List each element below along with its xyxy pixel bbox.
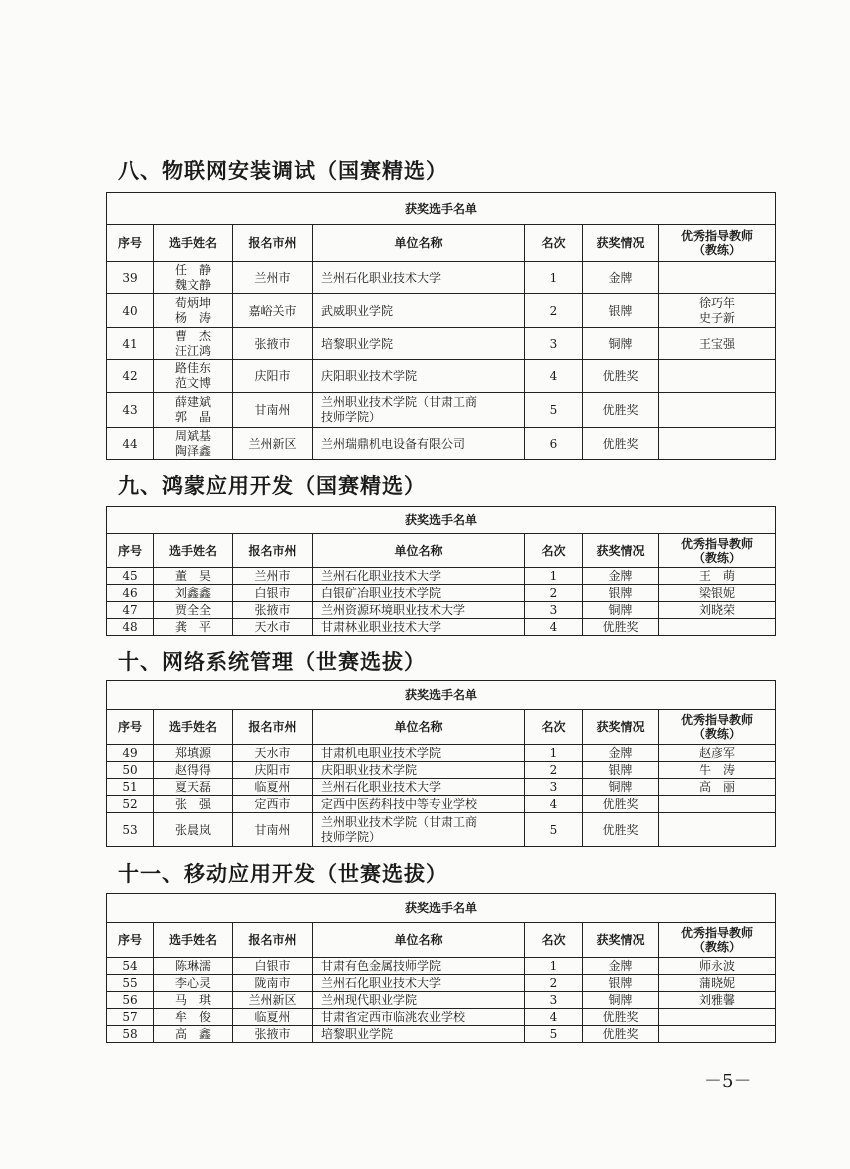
cell-award: 优胜奖: [583, 796, 659, 813]
header-name: 选手姓名: [154, 534, 233, 568]
header-seq: 序号: [107, 534, 154, 568]
cell-name: [154, 745, 233, 762]
cell-seq: 49: [107, 745, 154, 762]
cell-teacher: [659, 619, 776, 636]
cell-name: [154, 393, 233, 428]
cell-unit: [313, 568, 525, 585]
cell-teacher: [659, 602, 776, 619]
cell-name: [154, 958, 233, 975]
table-row: [107, 262, 776, 294]
header-teacher: [659, 225, 776, 262]
text-line: 甘肃机电职业技术学院: [321, 746, 442, 760]
cell-unit: [313, 1009, 525, 1026]
header-teacher: [659, 710, 776, 745]
text-line: 龚 平: [174, 620, 211, 634]
text-line: 兰州职业技术学院（甘肃工商: [321, 814, 478, 829]
header-teacher: [659, 534, 776, 568]
section-title: 十、网络系统管理（世赛选拔）: [118, 650, 426, 674]
section-title: 九、鸿蒙应用开发（国赛精选）: [118, 474, 426, 498]
table-caption: 获奖选手名单: [107, 193, 776, 225]
table-row: [107, 568, 776, 585]
header-award: 获奖情况: [583, 534, 659, 568]
text-line: 汪江鸿: [174, 343, 211, 358]
cell-rank: 1: [525, 568, 583, 585]
cell-seq: 54: [107, 958, 154, 975]
table-row: [107, 294, 776, 328]
table-row: [107, 813, 776, 847]
cell-unit: [313, 762, 525, 779]
table-row: [107, 1026, 776, 1043]
header-unit: 单位名称: [313, 225, 525, 262]
text-line: 兰州石化职业技术大学: [321, 976, 442, 990]
cell-city: 白银市: [233, 585, 313, 602]
header-teacher-line2: （教练）: [693, 550, 742, 565]
text-line: 陈琳濡: [174, 959, 211, 973]
cell-city: 甘南州: [233, 393, 313, 428]
cell-unit: [313, 428, 525, 460]
cell-teacher: [659, 745, 776, 762]
cell-name: [154, 796, 233, 813]
award-table: [106, 680, 776, 847]
header-rank: 名次: [525, 534, 583, 568]
cell-rank: 3: [525, 779, 583, 796]
cell-name: [154, 262, 233, 294]
cell-teacher: [659, 262, 776, 294]
header-rank: 名次: [525, 225, 583, 262]
cell-teacher: [659, 294, 776, 328]
cell-name: [154, 585, 233, 602]
table-row: [107, 779, 776, 796]
caption-row: [107, 507, 776, 534]
text-line: 杨 涛: [174, 310, 211, 325]
cell-teacher: [659, 568, 776, 585]
cell-name: [154, 294, 233, 328]
text-line: 兰州职业技术学院（甘肃工商: [321, 395, 478, 409]
text-line: 牟 俊: [174, 1010, 211, 1024]
cell-teacher: [659, 360, 776, 393]
cell-teacher: [659, 585, 776, 602]
text-line: 任 静: [174, 262, 211, 277]
cell-rank: 4: [525, 360, 583, 393]
cell-award: 优胜奖: [583, 813, 659, 847]
cell-seq: 58: [107, 1026, 154, 1043]
cell-teacher: [659, 779, 776, 796]
cell-award: 金牌: [583, 745, 659, 762]
cell-teacher: [659, 1026, 776, 1043]
header-seq: 序号: [107, 225, 154, 262]
table-caption: 获奖选手名单: [107, 894, 776, 923]
text-line: 定西中医药科技中等专业学校: [321, 797, 478, 811]
cell-city: 兰州市: [233, 568, 313, 585]
cell-name: [154, 360, 233, 393]
text-line: 庆阳职业技术学院: [321, 369, 418, 383]
table-row: [107, 992, 776, 1009]
header-teacher-line1: 优秀指导教师: [681, 229, 754, 243]
table-row: [107, 975, 776, 992]
cell-rank: 3: [525, 992, 583, 1009]
text-line: 刘鑫鑫: [174, 586, 211, 600]
cell-seq: 55: [107, 975, 154, 992]
cell-name: [154, 428, 233, 460]
cell-name: [154, 1026, 233, 1043]
cell-award: 银牌: [583, 762, 659, 779]
text-line: 师永波: [699, 959, 736, 973]
cell-city: 庆阳市: [233, 762, 313, 779]
text-line: 兰州资源环境职业技术大学: [321, 603, 466, 617]
cell-rank: 5: [525, 813, 583, 847]
caption-row: [107, 193, 776, 225]
text-line: 兰州现代职业学院: [321, 993, 418, 1007]
text-line: 兰州石化职业技术大学: [321, 270, 442, 285]
cell-name: [154, 602, 233, 619]
text-line: 刘雅馨: [699, 993, 736, 1007]
cell-unit: [313, 393, 525, 428]
text-line: 张晨岚: [174, 822, 211, 837]
cell-seq: 42: [107, 360, 154, 393]
cell-unit: [313, 958, 525, 975]
cell-name: [154, 992, 233, 1009]
text-line: 兰州石化职业技术大学: [321, 780, 442, 794]
table-row: [107, 428, 776, 460]
cell-unit: [313, 813, 525, 847]
cell-city: 张掖市: [233, 602, 313, 619]
cell-name: [154, 619, 233, 636]
cell-rank: 4: [525, 1009, 583, 1026]
cell-teacher: [659, 975, 776, 992]
table-row: [107, 745, 776, 762]
caption-row: [107, 894, 776, 923]
text-line: 赵得得: [174, 763, 211, 777]
text-line: 刘晓荣: [699, 603, 736, 617]
section-title: 八、物联网安装调试（国赛精选）: [118, 159, 448, 183]
cell-award: 优胜奖: [583, 619, 659, 636]
header-seq: 序号: [107, 923, 154, 958]
cell-teacher: [659, 992, 776, 1009]
cell-rank: 5: [525, 1026, 583, 1043]
text-line: 陶泽鑫: [174, 443, 211, 458]
cell-unit: [313, 992, 525, 1009]
cell-seq: 48: [107, 619, 154, 636]
cell-city: 兰州新区: [233, 992, 313, 1009]
cell-seq: 46: [107, 585, 154, 602]
cell-teacher: [659, 762, 776, 779]
cell-seq: 56: [107, 992, 154, 1009]
cell-city: 兰州新区: [233, 428, 313, 460]
award-table: [106, 893, 776, 1043]
text-line: 梁银妮: [699, 586, 736, 600]
text-line: 庆阳职业技术学院: [321, 763, 418, 777]
cell-name: [154, 813, 233, 847]
text-line: 赵彦军: [699, 746, 736, 760]
cell-city: 临夏州: [233, 779, 313, 796]
text-line: 路佳东: [174, 361, 211, 375]
cell-rank: 2: [525, 294, 583, 328]
text-line: 夏天磊: [174, 780, 211, 794]
text-line: 范文博: [174, 376, 211, 390]
award-table: [106, 506, 776, 636]
header-award: 获奖情况: [583, 923, 659, 958]
cell-teacher: [659, 393, 776, 428]
cell-city: 张掖市: [233, 1026, 313, 1043]
text-line: 甘肃林业职业技术大学: [321, 620, 442, 634]
cell-unit: [313, 294, 525, 328]
cell-unit: [313, 779, 525, 796]
table-row: [107, 796, 776, 813]
header-teacher-line1: 优秀指导教师: [681, 713, 754, 727]
cell-city: 临夏州: [233, 1009, 313, 1026]
cell-award: 金牌: [583, 262, 659, 294]
cell-rank: 3: [525, 602, 583, 619]
text-line: 史子新: [699, 310, 736, 325]
table-row: [107, 762, 776, 779]
table-caption: 获奖选手名单: [107, 507, 776, 534]
cell-name: [154, 779, 233, 796]
header-name: 选手姓名: [154, 923, 233, 958]
cell-seq: 44: [107, 428, 154, 460]
header-teacher-line2: （教练）: [693, 940, 742, 954]
text-line: 白银矿冶职业技术学院: [321, 586, 442, 600]
header-row: [107, 225, 776, 262]
text-line: 高 鑫: [174, 1027, 211, 1041]
cell-rank: 2: [525, 585, 583, 602]
cell-city: 兰州市: [233, 262, 313, 294]
header-unit: 单位名称: [313, 534, 525, 568]
cell-city: 甘南州: [233, 813, 313, 847]
table-row: [107, 602, 776, 619]
cell-name: [154, 1009, 233, 1026]
cell-city: 庆阳市: [233, 360, 313, 393]
text-line: 魏文静: [174, 277, 211, 292]
text-line: 周斌基: [174, 428, 211, 443]
header-award: 获奖情况: [583, 225, 659, 262]
cell-award: 优胜奖: [583, 1026, 659, 1043]
text-line: 王 萌: [699, 569, 736, 583]
cell-rank: 4: [525, 796, 583, 813]
cell-unit: [313, 360, 525, 393]
text-line: 甘肃省定西市临洮农业学校: [321, 1010, 466, 1024]
text-line: 郑填源: [174, 746, 211, 760]
table-row: [107, 958, 776, 975]
cell-award: 优胜奖: [583, 1009, 659, 1026]
cell-award: 金牌: [583, 568, 659, 585]
header-teacher-line2: （教练）: [693, 243, 742, 257]
header-city: 报名市州: [233, 923, 313, 958]
cell-teacher: [659, 958, 776, 975]
header-row: [107, 923, 776, 958]
text-line: 王宝强: [699, 336, 736, 351]
cell-seq: 53: [107, 813, 154, 847]
cell-teacher: [659, 428, 776, 460]
text-line: 马 琪: [174, 993, 211, 1007]
cell-unit: [313, 975, 525, 992]
cell-seq: 43: [107, 393, 154, 428]
text-line: 培黎职业学院: [321, 336, 394, 351]
text-line: 高 丽: [699, 780, 736, 794]
cell-unit: [313, 619, 525, 636]
award-table: [106, 192, 776, 460]
cell-award: 银牌: [583, 975, 659, 992]
cell-award: 铜牌: [583, 779, 659, 796]
cell-teacher: [659, 813, 776, 847]
header-city: 报名市州: [233, 534, 313, 568]
cell-rank: 2: [525, 975, 583, 992]
header-row: [107, 710, 776, 745]
cell-city: 张掖市: [233, 328, 313, 360]
header-rank: 名次: [525, 710, 583, 745]
header-unit: 单位名称: [313, 923, 525, 958]
cell-award: 银牌: [583, 294, 659, 328]
text-line: 薛建斌: [174, 395, 211, 409]
text-line: 技师学院）: [321, 829, 382, 844]
header-row: [107, 534, 776, 568]
text-line: 蒲晓妮: [699, 976, 736, 990]
section-title: 十一、移动应用开发（世赛选拔）: [118, 862, 448, 886]
cell-rank: 1: [525, 958, 583, 975]
table-caption: 获奖选手名单: [107, 681, 776, 710]
header-teacher: [659, 923, 776, 958]
cell-unit: [313, 796, 525, 813]
cell-unit: [313, 602, 525, 619]
text-line: 培黎职业学院: [321, 1027, 394, 1041]
text-line: 荀炳坤: [174, 295, 211, 310]
header-award: 获奖情况: [583, 710, 659, 745]
table-row: [107, 619, 776, 636]
cell-seq: 52: [107, 796, 154, 813]
text-line: 董 昊: [174, 569, 211, 583]
cell-unit: [313, 328, 525, 360]
table-row: [107, 1009, 776, 1026]
cell-unit: [313, 262, 525, 294]
cell-seq: 40: [107, 294, 154, 328]
cell-award: 铜牌: [583, 602, 659, 619]
text-line: 张 强: [174, 797, 211, 811]
text-line: 兰州瑞鼎机电设备有限公司: [321, 436, 466, 451]
header-city: 报名市州: [233, 225, 313, 262]
cell-city: 白银市: [233, 958, 313, 975]
header-unit: 单位名称: [313, 710, 525, 745]
table-row: [107, 393, 776, 428]
cell-teacher: [659, 1009, 776, 1026]
cell-name: [154, 568, 233, 585]
cell-city: 定西市: [233, 796, 313, 813]
cell-city: 嘉峪关市: [233, 294, 313, 328]
page-number: －5－: [704, 1071, 752, 1092]
header-city: 报名市州: [233, 710, 313, 745]
cell-unit: [313, 1026, 525, 1043]
text-line: 甘肃有色金属技师学院: [321, 959, 442, 973]
cell-city: 天水市: [233, 745, 313, 762]
cell-seq: 51: [107, 779, 154, 796]
cell-name: [154, 762, 233, 779]
cell-seq: 39: [107, 262, 154, 294]
text-line: 贾全全: [174, 603, 211, 617]
cell-name: [154, 328, 233, 360]
cell-teacher: [659, 796, 776, 813]
cell-rank: 3: [525, 328, 583, 360]
cell-rank: 6: [525, 428, 583, 460]
cell-seq: 47: [107, 602, 154, 619]
header-teacher-line2: （教练）: [693, 727, 742, 741]
cell-award: 优胜奖: [583, 360, 659, 393]
table-row: [107, 360, 776, 393]
cell-award: 优胜奖: [583, 393, 659, 428]
cell-rank: 2: [525, 762, 583, 779]
cell-rank: 1: [525, 745, 583, 762]
cell-seq: 57: [107, 1009, 154, 1026]
header-name: 选手姓名: [154, 225, 233, 262]
header-teacher-line1: 优秀指导教师: [681, 926, 754, 940]
cell-city: 天水市: [233, 619, 313, 636]
text-line: 牛 涛: [699, 763, 736, 777]
cell-award: 银牌: [583, 585, 659, 602]
cell-award: 铜牌: [583, 328, 659, 360]
cell-unit: [313, 585, 525, 602]
table-row: [107, 328, 776, 360]
cell-rank: 5: [525, 393, 583, 428]
cell-award: 铜牌: [583, 992, 659, 1009]
text-line: 徐巧年: [699, 295, 736, 310]
cell-seq: 41: [107, 328, 154, 360]
text-line: 郭 晶: [174, 410, 211, 424]
text-line: 兰州石化职业技术大学: [321, 569, 442, 583]
cell-award: 金牌: [583, 958, 659, 975]
cell-seq: 45: [107, 568, 154, 585]
text-line: 技师学院）: [321, 410, 382, 424]
header-name: 选手姓名: [154, 710, 233, 745]
cell-rank: 1: [525, 262, 583, 294]
cell-seq: 50: [107, 762, 154, 779]
cell-name: [154, 975, 233, 992]
cell-city: 陇南市: [233, 975, 313, 992]
header-teacher-line1: 优秀指导教师: [681, 536, 754, 551]
table-row: [107, 585, 776, 602]
cell-rank: 4: [525, 619, 583, 636]
cell-award: 优胜奖: [583, 428, 659, 460]
caption-row: [107, 681, 776, 710]
cell-unit: [313, 745, 525, 762]
text-line: 武威职业学院: [321, 303, 394, 318]
text-line: 李心灵: [174, 976, 211, 990]
header-seq: 序号: [107, 710, 154, 745]
header-rank: 名次: [525, 923, 583, 958]
cell-teacher: [659, 328, 776, 360]
text-line: 曹 杰: [174, 328, 211, 343]
